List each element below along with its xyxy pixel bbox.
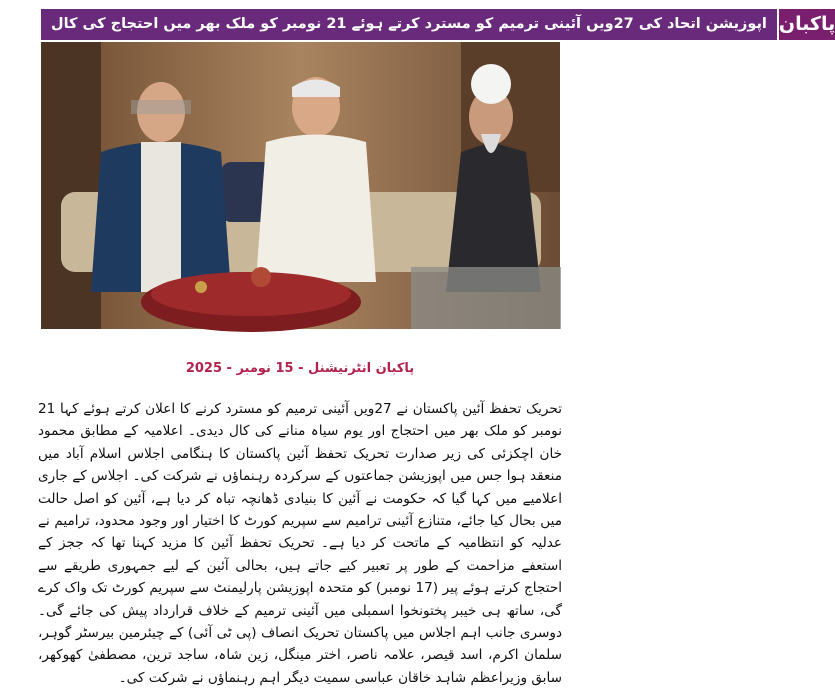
dateline: پاکبان انٹرنیشنل - 15 نومبر - 2025 <box>185 361 415 376</box>
meeting-photo-icon <box>41 42 560 329</box>
brand-logo: پاکبان <box>777 9 835 40</box>
meeting-photo <box>41 42 560 329</box>
headline: اپوزیشن اتحاد کی 27ویں آئینی ترمیم کو مسترد کرتے ہوئے 21 نومبر کو ملک بھر میں احتجاج کی کال <box>41 9 777 40</box>
header-strip <box>41 9 835 40</box>
article-body: تحریک تحفظ آئین پاکستان نے 27ویں آئینی ترمیم کو مسترد کرنے کا اعلان کرتے ہوئے کہا 21 نومبر کو ملک بھر میں احتجاج اور یوم سیاہ منانے کی کال دیدی۔ اعلامیہ کے مطابق محمود خان اچکزئی کی زیر صدارت تحریک تحفظ آئین پاکستان کا ہنگامی اجلاس اسلام آباد میں منعقد ہوا جس میں اپوزیشن جماعتوں کے سرکردہ رہنماؤں نے شرکت کی۔ اجلاس کے جاری اعلامیے میں کہا گیا کہ حکومت نے آئین کا بنیادی ڈھانچہ تباہ کر دیا ہے، آئین کو اصل حالت میں بحال کیا جائے، متنازع آئینی ترامیم سے سپریم کورٹ کا اختیار اور وجود محدود، ترامیم نے عدلیہ کو انتظامیہ کے ماتحت کر دیا ہے۔ تحریک تحفظ آئین کا مزید کہنا تھا کہ ججز کے استعفے مزاحمت کے طور پر تعبیر کیے جاتے ہیں، بحالی آئین کے لیے جمہوری طریقے سے احتجاج کرتے ہوئے پیر (17 نومبر) کو متحدہ اپوزیشن پارلیمنٹ سے سپریم کورٹ تک واک کرے گی، ساتھ ہی خیبر پختونخوا اسمبلی میں آئینی ترمیم کے خلاف قرارداد پیش کی جائے گی۔ دوسری جانب اہم اجلاس میں پاکستان تحریک انصاف (پی ٹی آئی) کے چیئرمین بیرسٹر گوہر، سلمان اکرم، اسد قیصر، علامہ ناصر، اختر مینگل، زین شاہ، ساجد ترین، مصطفیٰ کھوکھر، سابق وزیراعظم شاہد خاقان عباسی سمیت دیگر اہم رہنماؤں نے شرکت کی۔ <box>38 401 563 686</box>
